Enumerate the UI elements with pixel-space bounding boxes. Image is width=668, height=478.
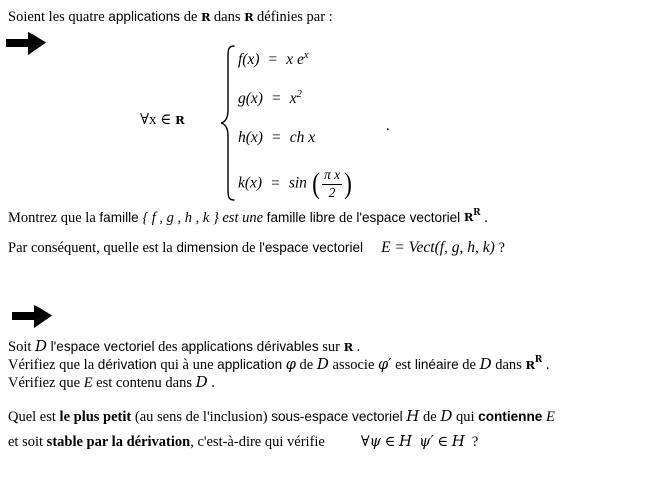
q3l2-psi-prime: ψ′ [419,434,434,450]
q1-text-1: Montrez que la [8,209,100,226]
q3l1-text-1: Quel est [8,409,60,425]
s2l2-text-9: . [542,357,550,373]
s2l1-reals: R [343,339,353,354]
s2l1-text-4: sur [318,339,344,355]
equation-h-eq: = [271,129,281,146]
s2l2-text-7: de [458,357,480,373]
q3l1-text-4: de [419,409,441,425]
q3l2-in-1: ∈ [381,434,399,450]
left-paren: ( [312,167,320,201]
equation-g-eq: = [271,90,281,108]
reals-symbol-2: R [244,9,254,24]
q3l1-text-5: qui [452,409,479,425]
q3l1-emph-contienne: contienne [478,409,543,424]
q1-text-5: . [480,209,488,226]
q3l2-psi-1: ψ [369,434,381,450]
right-paren: ) [344,167,352,201]
system-trailing-period: . [386,118,390,134]
forall-text: ∀x ∈ [140,112,176,128]
section2-line-1 [8,339,360,355]
q3l1-text-2: (au sens de l'inclusion) [131,409,272,425]
s2l1-emph-espace-vectoriel: l'espace vectoriel [50,339,155,354]
q2-text-2: de [238,240,260,256]
question-3-line-2 [8,434,478,450]
equation-k [238,168,353,200]
s2l1-emph-applications-derivables: applications dérivables [181,339,319,354]
q3l2-in-2: ∈ [433,434,452,450]
s2l1-cal-D-1: D [35,337,48,355]
fraction-pi-x-over-2 [322,168,342,200]
equation-h-lhs: h(x) [238,129,263,146]
equation-f-exponent: x [303,50,309,61]
q1-text-3: de [335,209,357,226]
q3l2-question-mark: ? [471,434,479,450]
s2l1-text-3: des [154,339,182,355]
fraction-denominator: 2 [328,184,336,200]
equation-f-lhs: f(x) [238,51,260,69]
equation-k-lhs: k(x) [238,174,263,192]
q3l1-emph-sous-espace-vectoriel: sous-espace vectoriel [271,409,403,424]
reals-symbol-quantifier: R [175,112,185,127]
s2l2-text-2: qui à une [156,357,218,373]
s2l2-text-6: est [391,357,415,373]
q3l1-cal-D: D [440,407,453,425]
q2-emph-dimension: dimension [176,240,239,255]
question-2-line [8,240,505,256]
equation-g-exponent: 2 [296,89,302,100]
s2l1-text-5: . [352,339,361,355]
s2l2-text-1: Vérifiez que la [8,357,98,373]
equation-h [238,129,315,147]
q3l1-cal-H: H [406,407,420,425]
arrow-bullet-2-icon [10,303,54,331]
equation-h-rhs: ch x [289,129,316,146]
equation-k-fraction-group [311,168,353,200]
q2-math-expression: E = Vect(f, g, h, k) [381,239,495,256]
q1-family-set: { f , g , h , k } est une [138,209,267,226]
intro-emph-applications: applications [108,9,181,24]
q2-emph-espace-vectoriel: l'espace vectoriel [259,240,364,255]
q3l2-text-1: et soit [8,434,47,450]
s2l2-text-8: dans [491,357,526,373]
function-system-block [140,44,400,202]
question-1-line [8,210,488,225]
q3l2-text-2: , c'est-à-dire qui vérifie [190,434,325,450]
equation-g-rhs: x [289,90,297,108]
s2l2-text-4: de [295,357,317,373]
q3l2-bold-stable-derivation: stable par la dérivation [46,434,191,450]
q1-reals-exponent: R [473,208,481,218]
s2l2-phi-prime: φ′ [378,357,392,373]
section2-line-3 [8,375,215,391]
s2l2-reals-exponent: R [534,355,543,366]
q3l2-cal-H-1: H [398,432,413,450]
intro-text-4: définies par : [253,9,333,25]
equation-f-eq: = [268,51,278,69]
q2-text-3: ? [494,240,505,256]
intro-text-1: Soient les quatre [8,9,109,25]
equation-g [238,89,302,108]
s2l2-phi: φ [285,357,296,373]
s2l3-cal-D: D [195,373,208,391]
universal-quantifier [140,110,184,129]
s2l3-text-1: Vérifiez que [8,375,84,391]
intro-line [8,10,333,25]
q1-emph-espace: l'espace vectoriel [356,209,461,225]
q1-emph-famille: famille [99,209,139,225]
s2l2-cal-D-1: D [316,355,329,373]
intro-text-2: de [180,9,202,25]
s2l1-text-1: Soit [8,339,35,355]
s2l2-cal-D-2: D [479,355,492,373]
equation-f [238,50,309,69]
reals-symbol-1: R [201,9,211,24]
section2-line-2 [8,357,549,373]
equation-k-eq: = [271,174,280,192]
fraction-numerator: π x [323,167,341,182]
s2l3-text-3: . [207,375,215,391]
arrow-bullet-1-icon [4,30,48,58]
q1-reals-base: R [463,210,474,225]
q1-emph-famille-libre: famille libre [266,209,336,225]
s2l3-text-2: est contenu dans [92,375,196,391]
equation-g-lhs: g(x) [238,90,263,108]
equation-k-function: sin [288,174,307,192]
question-3-line-1 [8,409,555,425]
q2-text-1: Par conséquent, quelle est la [8,240,177,256]
left-brace [218,44,240,202]
s2l2-emph-lineaire: linéaire [414,357,459,372]
q3l1-bold-le-plus-petit: le plus petit [59,409,132,425]
q3l1-math-E: E [545,409,555,425]
intro-text-3: dans [210,9,245,25]
s2l3-math-E: E [83,375,93,391]
s2l2-emph-derivation: dérivation [97,357,157,372]
s2l2-text-5: associe [328,357,379,373]
q3l2-forall: ∀ [360,434,370,450]
q3l2-cal-H-2: H [451,432,465,450]
equation-f-rhs: x e [286,51,304,69]
s2l2-reals-base: R [525,357,535,372]
s2l2-emph-application: application [217,357,283,372]
